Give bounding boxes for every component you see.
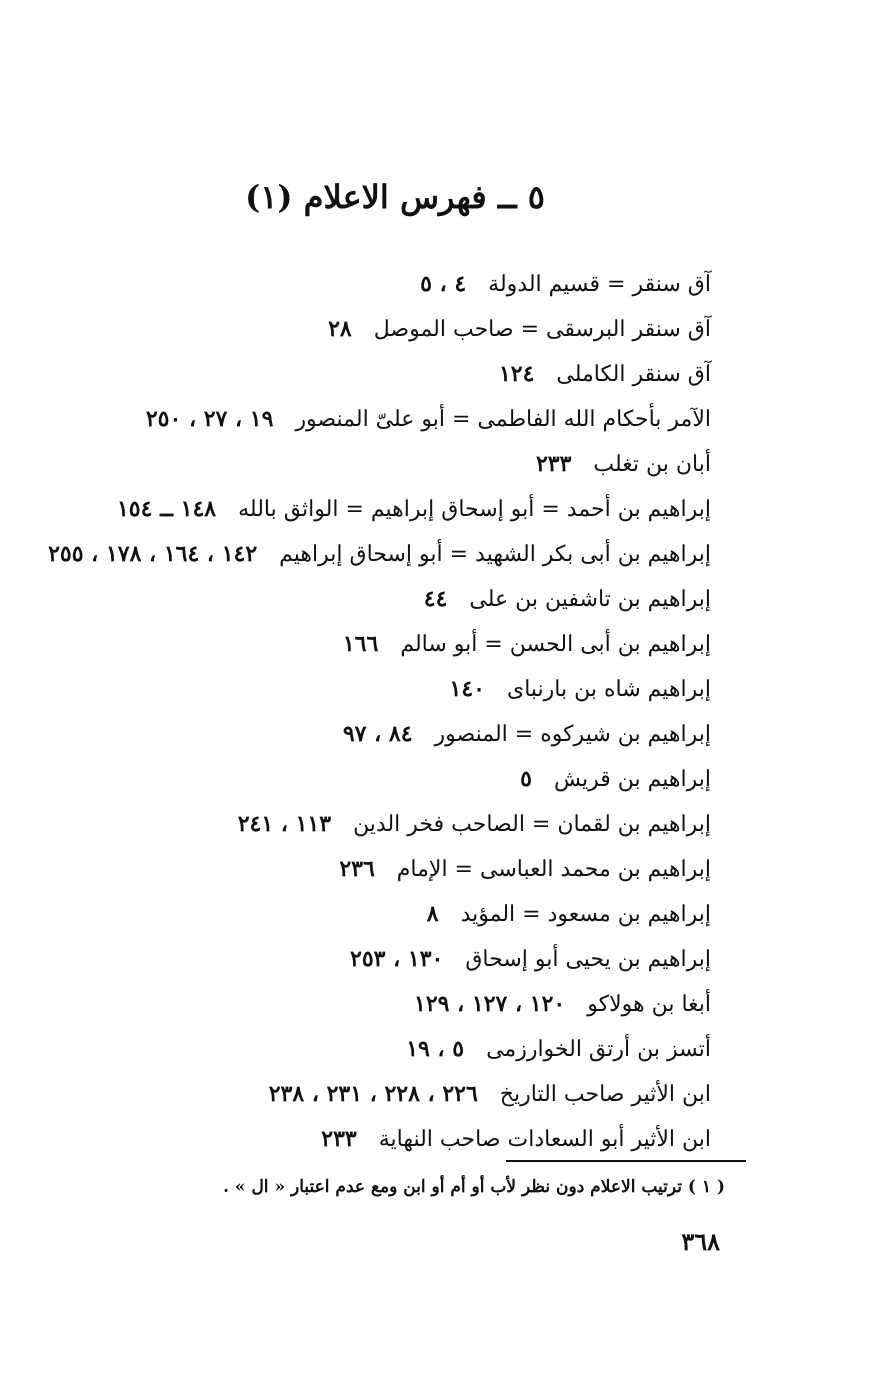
entry-name: أتسز بن أرتق الخوارزمى: [486, 1037, 711, 1062]
entry-name: إبراهيم بن تاشفين بن على: [469, 587, 711, 612]
index-entry: [21, 487, 711, 532]
entry-name: إبراهيم بن يحيى أبو إسحاق: [465, 947, 711, 972]
entry-pages: ١٢٠ ، ١٢٧ ، ١٢٩: [414, 991, 566, 1017]
entry-pages: ١٤٨ ــ ١٥٤: [116, 496, 217, 522]
entry-name: إبراهيم بن أبى الحسن = أبو سالم: [400, 632, 711, 657]
entry-pages: ١٦٦: [342, 631, 379, 657]
entry-name: إبراهيم بن محمد العباسى = الإمام: [396, 857, 711, 882]
index-entry: [21, 262, 711, 307]
index-entry: [21, 397, 711, 442]
entry-pages: ٨: [426, 901, 439, 927]
entry-name: إبراهيم بن مسعود = المؤيد: [460, 902, 711, 927]
index-entry: [21, 1027, 711, 1072]
index-entry: [21, 757, 711, 802]
entry-pages: ١٤٢ ، ١٦٤ ، ١٧٨ ، ٢٥٥: [48, 541, 258, 567]
index-entry: [21, 847, 711, 892]
index-entry: [21, 352, 711, 397]
entry-pages: ٢٢٦ ، ٢٢٨ ، ٢٣١ ، ٢٣٨: [268, 1081, 478, 1107]
index-entry: [21, 982, 711, 1027]
entry-name: إبراهيم شاه بن بارنباى: [506, 677, 711, 702]
entry-name: آق سنقر البرسقى = صاحب الموصل: [373, 317, 711, 342]
entry-pages: ١٩ ، ٢٧ ، ٢٥٠: [145, 406, 274, 432]
page-number: ٣٦٨: [681, 1227, 720, 1256]
entry-name: إبراهيم بن أحمد = أبو إسحاق إبراهيم = الواثق بالله: [238, 497, 711, 522]
entry-pages: ٢٣٣: [321, 1126, 357, 1152]
index-entry: [21, 622, 711, 667]
entry-name: إبراهيم بن شيركوه = المنصور: [434, 722, 711, 747]
entry-name: ابن الأثير أبو السعادات صاحب النهاية: [378, 1127, 711, 1152]
index-entry: [21, 667, 711, 712]
entry-pages: ١٤٠: [449, 676, 485, 702]
entry-pages: ٢٣٦: [339, 856, 375, 882]
index-entry: [21, 802, 711, 847]
index-entry: [21, 577, 711, 622]
entry-name: آق سنقر = قسيم الدولة: [488, 272, 711, 297]
entry-pages: ٥: [520, 766, 532, 792]
page-title: ٥ ــ فهرس الاعلام (١): [245, 178, 545, 216]
entry-pages: ١٣٠ ، ٢٥٣: [350, 946, 444, 972]
entry-name: ابن الأثير صاحب التاريخ: [499, 1082, 711, 1107]
entry-name: الآمر بأحكام الله الفاطمى = أبو علىّ المنصور: [295, 407, 711, 432]
entry-name: أبان بن تغلب: [593, 452, 711, 477]
entry-pages: ٥ ، ١٩: [406, 1036, 465, 1062]
index-entry: [21, 937, 711, 982]
entry-pages: ٨٤ ، ٩٧: [342, 721, 413, 747]
index-entry: [21, 892, 711, 937]
entry-pages: ١٢٤: [498, 361, 535, 387]
entry-name: آق سنقر الكاملى: [556, 362, 711, 387]
index-entry: [21, 307, 711, 352]
entry-pages: ٤ ، ٥: [420, 271, 467, 297]
footnote-divider: [506, 1160, 746, 1162]
index-entry: [21, 712, 711, 757]
entry-pages: ٢٣٣: [535, 451, 572, 477]
index-entry: [21, 532, 711, 577]
entry-pages: ١١٣ ، ٢٤١: [237, 811, 332, 837]
index-entry: [21, 1117, 711, 1162]
footnote: ( ١ ) ترتيب الاعلام دون نظر لأب أو أم أو ابن ومع عدم اعتبار « ال » .: [223, 1177, 725, 1197]
entry-name: إبراهيم بن أبى بكر الشهيد = أبو إسحاق إبراهيم: [279, 542, 711, 567]
entry-pages: ٢٨: [328, 316, 352, 342]
entry-name: إبراهيم بن لقمان = الصاحب فخر الدين: [353, 812, 711, 837]
index-entry: [21, 442, 711, 487]
index-entry: [21, 1072, 711, 1117]
entry-pages: ٤٤: [423, 586, 448, 612]
index-list: [21, 262, 711, 1162]
entry-name: إبراهيم بن قريش: [553, 767, 711, 792]
entry-name: أبغا بن هولاكو: [587, 992, 711, 1017]
